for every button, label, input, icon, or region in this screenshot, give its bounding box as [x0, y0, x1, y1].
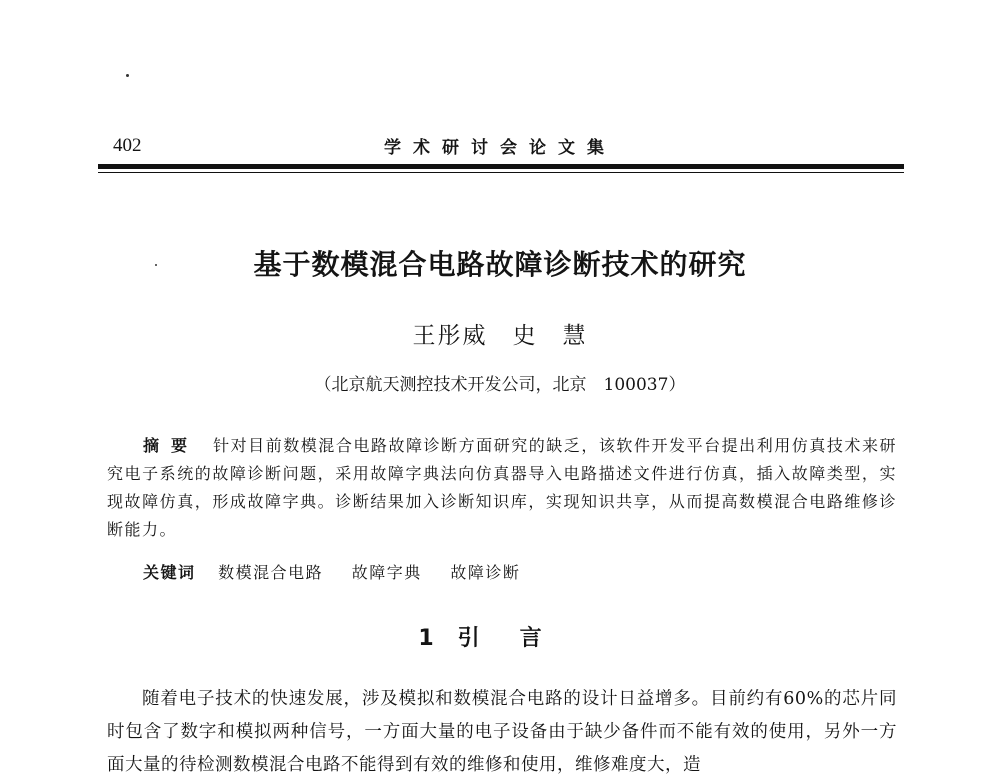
running-head: 学术研讨会论文集 — [384, 138, 616, 158]
abstract-block — [107, 432, 897, 544]
paper-title: 基于数模混合电路故障诊断技术的研究 — [253, 248, 747, 281]
page-number: 402 — [113, 135, 142, 156]
section-heading — [0, 621, 1000, 652]
paper-affiliation: （北京航天测控技术开发公司，北京 100037） — [314, 375, 686, 395]
keywords-label: 关键词 — [143, 563, 196, 582]
header-rule-thin — [98, 172, 904, 173]
keywords-block — [143, 560, 542, 583]
scan-speck-top — [126, 74, 129, 77]
abstract-label: 摘要 — [143, 436, 200, 455]
section-number: 1 — [418, 626, 434, 651]
keyword-item: 故障诊断 — [450, 563, 521, 582]
header-rule-thick — [98, 164, 904, 169]
keyword-item: 数模混合电路 — [218, 563, 324, 582]
body-paragraph: 随着电子技术的快速发展，涉及模拟和数模混合电路的设计日益增多。目前约有60%的芯片同时包含了数字和模拟两种信号，一方面大量的电子设备由于缺少备件而不能有效的使用，另外一方面大量的待检测数模混合电路不能得到有效的维修和使用，维修难度大，造 — [107, 689, 897, 775]
paper-authors: 王彤威 史 慧 — [412, 323, 588, 349]
abstract-text: 针对目前数模混合电路故障诊断方面研究的缺乏，该软件开发平台提出利用仿真技术来研究电子系统的故障诊断问题，采用故障字典法向仿真器导入电路描述文件进行仿真，插入故障类型，实现故障仿真，形成故障字典。诊断结果加入诊断知识库，实现知识共享，从而提高数模混合电路维修诊断能力。 — [107, 436, 897, 539]
section-title: 引言 — [457, 626, 582, 651]
keyword-item: 故障字典 — [351, 563, 422, 582]
